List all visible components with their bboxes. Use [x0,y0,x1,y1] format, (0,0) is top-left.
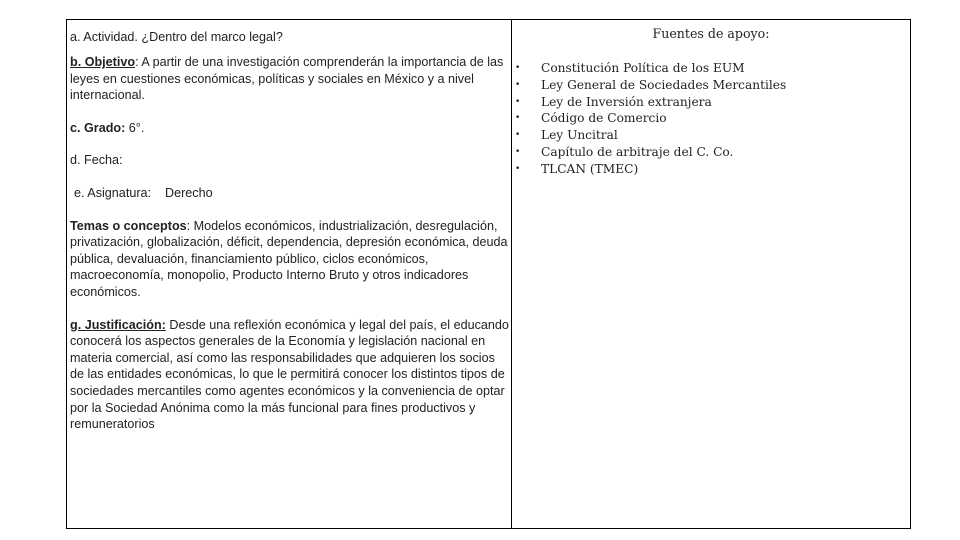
lesson-plan-table [66,19,911,529]
asignatura-label: e. Asignatura: [74,185,152,200]
bullet-icon: • [515,146,521,157]
justificacion-text: Desde una reflexión económica y legal del país, el educando conocerá los aspectos generales de la Economía y legislación nacional en materia comercial, así como las responsabilidades que adquieren los socios de las entidades económicas, lo que le permitirá conocer los distintos tipos de sociedades mercantiles como agentes económicos y la conveniencia de optar por la Sociedad Anónima como la más funcional para fines productivos y remuneratorios [70,317,509,432]
actividad-value: ¿Dentro del marco legal? [141,29,283,44]
bullet-icon: • [515,63,521,73]
list-item [512,110,910,127]
list-item [512,77,910,94]
list-item [512,94,910,111]
objetivo-label: b. Objetivo [70,55,136,69]
fuente-text: Constitución Política de los EUM [541,61,745,75]
objetivo-text: : A partir de una investigación comprenderán la importancia de las leyes en cuestiones económicas, políticas y sociales en México y a nivel internacional. [70,55,504,103]
bullet-icon: • [515,130,521,141]
fuentes-list [512,60,910,178]
fuente-text: Capítulo de arbitraje del C. Co. [541,144,734,159]
temas-text: : Modelos económicos, industrialización, desregulación, privatización, globalización, déficit, dependencia, depresión económica, deuda pública, devaluación, financiamiento público, ciclos económicos, macroeconomía, monopolio, Producto Interno Bruto y otros indicadores económicos. [70,218,508,299]
bullet-icon: • [515,79,521,90]
list-item [512,60,910,77]
justificacion-label: g. Justificación: [70,317,166,332]
bullet-icon: • [515,163,521,174]
actividad-row [70,20,511,54]
fuente-text: Código de Comercio [541,111,667,126]
bullet-icon: • [515,113,521,124]
list-item [512,144,910,161]
objetivo-paragraph [70,54,511,104]
fuente-text: Ley Uncitral [541,128,618,143]
grado-label: c. Grado: [70,120,126,135]
fuentes-column [512,20,910,528]
fuente-text: Ley General de Sociedades Mercantiles [541,77,787,92]
temas-paragraph [70,218,511,301]
lesson-details-column [67,20,512,528]
grado-paragraph [70,120,511,137]
actividad-label: a. Actividad. [70,29,138,44]
asignatura-value: Derecho [165,185,213,200]
fuentes-header: Fuentes de apoyo: [652,25,770,41]
fecha-paragraph [70,152,511,169]
temas-label: Temas o conceptos [70,218,187,233]
fuente-text: Ley de Inversión extranjera [541,94,712,109]
list-item [512,161,910,178]
fuente-text: TLCAN (TMEC) [541,161,639,176]
list-item [512,127,910,144]
justificacion-paragraph [70,317,511,433]
bullet-icon: • [515,96,521,107]
fecha-label: d. Fecha: [70,153,123,168]
grado-value: 6°. [125,120,145,135]
asignatura-paragraph [70,185,511,202]
